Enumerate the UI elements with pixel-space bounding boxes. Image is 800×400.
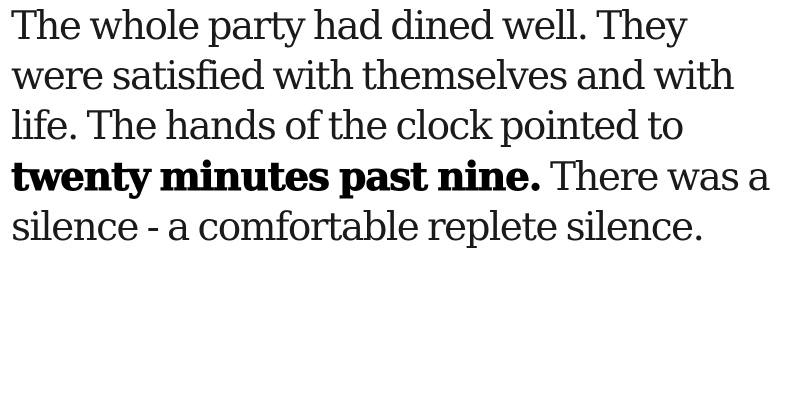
paragraph-text-start: The whole party had dined well. They were satisfied with themselves and with life. The hands of the clock pointed to: [11, 4, 734, 149]
bold-time-phrase: twenty minutes past nine.: [11, 154, 542, 200]
paragraph-text-end: There was a silence - a comfortable replete silence.: [11, 155, 769, 250]
text-paragraph: [11, 2, 786, 253]
